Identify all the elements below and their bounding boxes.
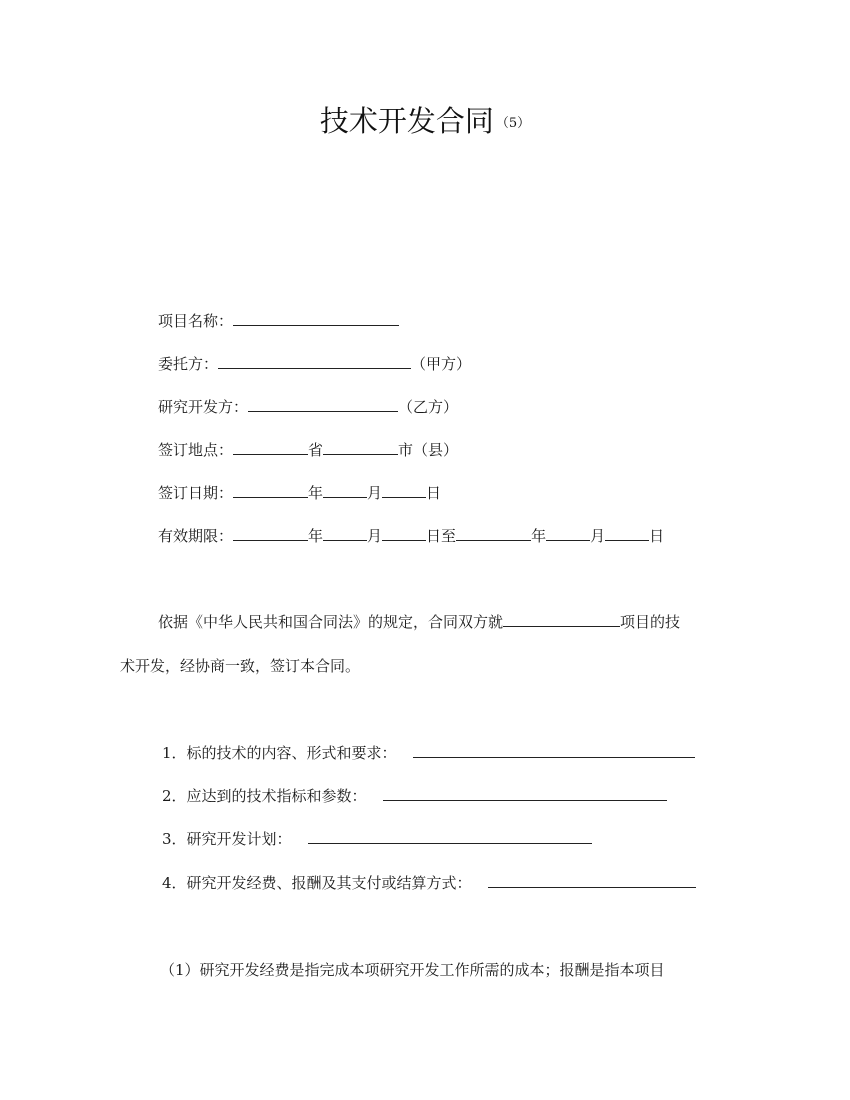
title-number: （5） [495,116,531,131]
province-text: 省 [308,441,324,459]
year-text: 年 [308,484,324,502]
end-day-text: 日 [649,527,665,545]
title-text: 技术开发合同 [319,104,494,138]
item-4-number: 4． [162,874,187,892]
client-row [158,353,471,375]
sign-year-blank[interactable] [233,482,308,498]
item-1 [162,742,695,764]
client-label: 委托方： [158,355,219,373]
end-year-blank[interactable] [456,525,531,541]
end-day-blank[interactable] [605,525,649,541]
day-text: 日 [426,484,442,502]
item-1-text: 标的技术的内容、形式和要求： [186,744,397,762]
project-name-row [158,310,399,332]
city-blank[interactable] [323,439,398,455]
intro-project-blank[interactable] [503,611,620,627]
intro-line-1 [158,611,680,633]
intro-text-after: 项目的技 [620,613,681,631]
project-name-blank[interactable] [233,310,399,326]
item-3 [162,828,592,850]
start-day-blank[interactable] [382,525,426,541]
start-month-text: 月 [367,527,383,545]
item-4-blank[interactable] [488,872,696,888]
end-month-blank[interactable] [546,525,590,541]
validity-label: 有效期限： [158,527,234,545]
intro-line-2 [120,655,360,677]
signing-date-label: 签订日期： [158,484,234,502]
start-year-blank[interactable] [233,525,308,541]
item-4 [162,872,696,894]
sign-day-blank[interactable] [382,482,426,498]
developer-blank[interactable] [248,396,398,412]
signing-place-row [158,439,458,461]
day-to-text: 日至 [426,527,457,545]
validity-row [158,525,664,547]
developer-role: （乙方） [398,398,459,416]
item-1-blank[interactable] [413,742,695,758]
intro-text-line2: 术开发，经协商一致，签订本合同。 [120,657,361,675]
province-blank[interactable] [233,439,308,455]
item-2-blank[interactable] [383,785,667,801]
client-role: （甲方） [411,355,472,373]
end-year-text: 年 [531,527,547,545]
client-blank[interactable] [218,353,411,369]
item-2-text: 应达到的技术指标和参数： [186,787,367,805]
item-3-text: 研究开发计划： [186,830,292,848]
item-2-number: 2． [162,787,187,805]
item-1-number: 1． [162,744,187,762]
clause-1 [160,959,665,981]
city-county-text: 市（县） [398,441,459,459]
clause-1-text: （1）研究开发经费是指完成本项研究开发工作所需的成本；报酬是指本项目 [160,961,665,979]
developer-row [158,396,458,418]
item-4-text: 研究开发经费、报酬及其支付或结算方式： [186,874,472,892]
project-name-label: 项目名称： [158,312,234,330]
item-2 [162,785,667,807]
intro-text-before: 依据《中华人民共和国合同法》的规定，合同双方就 [158,613,504,631]
start-year-text: 年 [308,527,324,545]
end-month-text: 月 [590,527,606,545]
month-text: 月 [367,484,383,502]
document-title [0,100,850,145]
start-month-blank[interactable] [323,525,367,541]
signing-date-row [158,482,441,504]
developer-label: 研究开发方： [158,398,249,416]
item-3-blank[interactable] [308,828,592,844]
sign-month-blank[interactable] [323,482,367,498]
signing-place-label: 签订地点： [158,441,234,459]
item-3-number: 3． [162,830,187,848]
